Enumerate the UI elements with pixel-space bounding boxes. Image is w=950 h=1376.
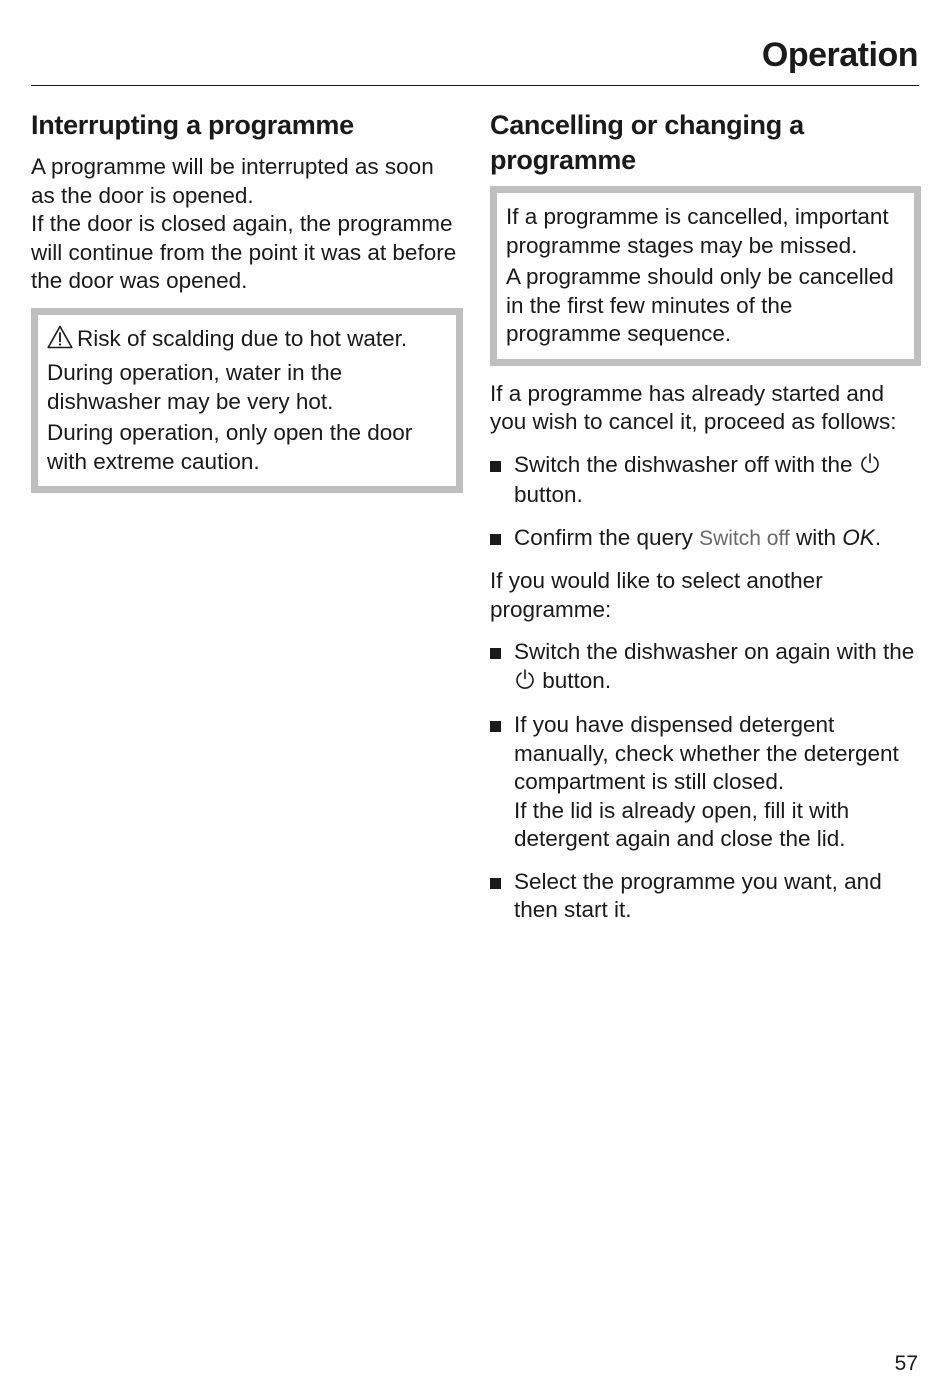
bullet-square-icon — [490, 648, 501, 659]
bullet-5-text: Select the programme you want, and then start it. — [514, 868, 882, 922]
list-item — [490, 638, 921, 697]
list-item — [490, 711, 921, 854]
bullet-1-after: button. — [514, 482, 583, 507]
warning-title-text: Risk of scalding due to hot water. — [77, 325, 408, 351]
interrupt-paragraph-2: If the door is closed again, the programme will continue from the point it was at before the door was opened. — [31, 211, 457, 293]
interrupt-paragraph-1: A programme will be interrupted as soon as the door is opened. — [31, 154, 434, 208]
interrupting-heading: Interrupting a programme — [31, 110, 354, 140]
bullet-text — [514, 524, 881, 554]
bullet-4-line-2: If the lid is already open, fill it with detergent again and close the lid. — [514, 797, 850, 851]
section-title: Operation — [761, 36, 918, 74]
right-column — [490, 108, 921, 925]
warning-box — [31, 308, 463, 494]
notice-line-2: A programme should only be cancelled in the first few minutes of the programme sequence. — [506, 264, 894, 346]
power-icon — [514, 668, 536, 698]
bullet-square-icon — [490, 878, 501, 889]
warning-line-2: During operation, only open the door with extreme caution. — [47, 420, 413, 474]
bullet-3-text: Switch the dishwasher on again with the — [514, 639, 915, 664]
bullet-3-after: button. — [542, 667, 612, 693]
cancelling-heading: Cancelling or changing a programme — [490, 110, 804, 175]
bullet-square-icon — [490, 721, 501, 732]
warning-title — [47, 325, 446, 357]
header-rule — [31, 85, 919, 86]
bullet-2-mid: with — [796, 524, 837, 550]
notice-box — [490, 186, 921, 366]
list-item — [490, 451, 921, 510]
list-item — [490, 524, 921, 554]
notice-line-1: If a programme is cancelled, important programme stages may be missed. — [506, 204, 889, 258]
bullet-square-icon — [490, 461, 501, 472]
bullet-text — [514, 638, 921, 697]
warning-triangle-icon — [47, 325, 73, 357]
page-number: 57 — [894, 1352, 918, 1375]
power-icon — [859, 452, 881, 482]
warning-line-1: During operation, water in the dishwasher may be very hot. — [47, 360, 343, 414]
list-item — [490, 868, 921, 925]
ok-key-label: OK — [842, 524, 875, 550]
bullet-2-text: Confirm the query — [514, 524, 693, 550]
bullet-4-line-1: If you have dispensed detergent manually, check whether the detergent compartment is still closed. — [514, 712, 899, 794]
bullet-2-end: . — [874, 524, 882, 550]
bullet-square-icon — [490, 534, 501, 545]
cancel-intro: If a programme has already started and you wish to cancel it, proceed as follows: — [490, 380, 897, 434]
bullet-1-text: Switch the dishwasher off with the — [514, 451, 853, 477]
left-column — [31, 108, 463, 493]
select-another-intro: If you would like to select another programme: — [490, 568, 823, 622]
bullet-text — [514, 451, 921, 510]
display-text-switch-off: Switch off — [699, 526, 790, 550]
bullet-text — [514, 711, 921, 854]
